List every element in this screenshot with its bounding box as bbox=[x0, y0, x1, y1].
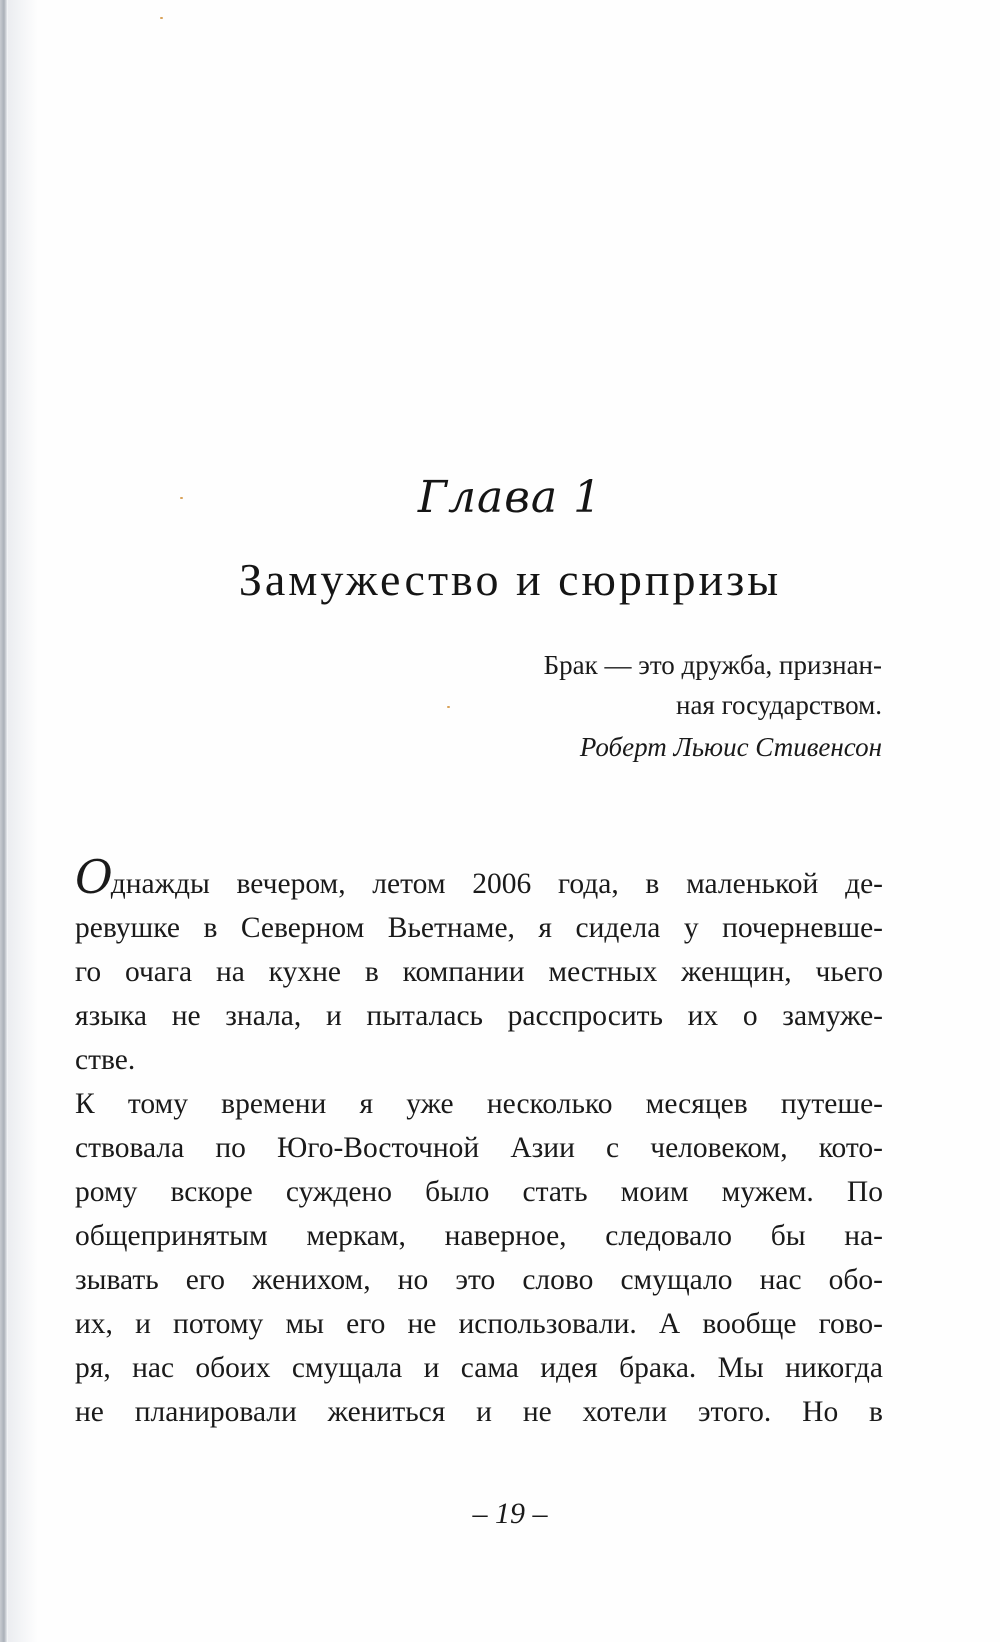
epigraph bbox=[442, 645, 882, 767]
drop-cap: О bbox=[75, 850, 113, 904]
chapter-title: Замужество и сюрпризы bbox=[238, 554, 782, 605]
text-line: не планировали жениться и не хотели этого. Но в bbox=[75, 1396, 883, 1428]
text-line: стве. bbox=[75, 1044, 136, 1076]
paragraph-1 bbox=[75, 850, 883, 1082]
text-line: их, и потому мы его не использовали. А вообще гово- bbox=[75, 1308, 883, 1340]
text-line-content: днажды вечером, летом 2006 года, в маленькой де- bbox=[110, 868, 883, 900]
text-line bbox=[75, 850, 883, 906]
page-binding-edge bbox=[0, 0, 8, 1642]
text-line: ря, нас обоих смущала и сама идея брака. Мы никогда bbox=[75, 1352, 883, 1384]
text-line: го очага на кухне в компании местных женщин, чьего bbox=[75, 956, 883, 988]
epigraph-author: Роберт Льюис Стивенсон bbox=[579, 732, 882, 762]
text-line: ревушке в Северном Вьетнаме, я сидела у почерневше- bbox=[75, 912, 883, 944]
page-number: – 19 – bbox=[472, 1497, 548, 1530]
text-line: К тому времени я уже несколько месяцев путеше- bbox=[75, 1088, 883, 1120]
text-line: зывать его женихом, но это слово смущало нас обо- bbox=[75, 1264, 883, 1296]
text-line: языка не знала, и пыталась расспросить их о замуже- bbox=[75, 1000, 883, 1032]
chapter-label: Глава 1 bbox=[417, 472, 603, 523]
text-line: рому вскоре суждено было стать моим мужем. По bbox=[75, 1176, 883, 1208]
epigraph-line: ная государством. bbox=[676, 690, 882, 720]
paragraph-2 bbox=[75, 1082, 883, 1434]
text-line: ствовала по Юго-Восточной Азии с человеком, кото- bbox=[75, 1132, 883, 1164]
text-line: общепринятым меркам, наверное, следовало бы на- bbox=[75, 1220, 883, 1252]
paper-speck bbox=[160, 17, 163, 19]
epigraph-line: Брак — это дружба, признан- bbox=[543, 650, 882, 680]
binding-shadow bbox=[8, 0, 38, 1642]
